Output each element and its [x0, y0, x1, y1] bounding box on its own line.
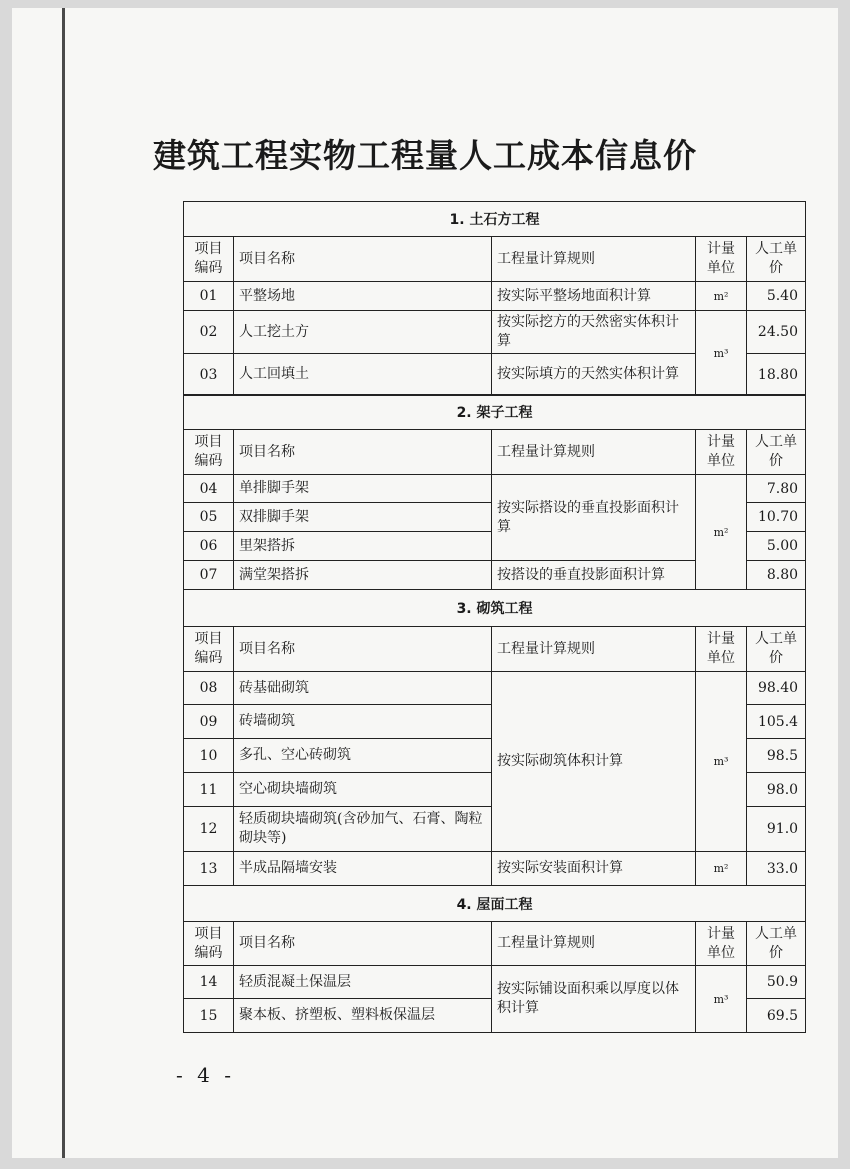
header-code: 项目编码: [184, 922, 234, 966]
header-price: 人工单价: [747, 237, 806, 282]
row-name: 轻质混凝土保温层: [234, 966, 492, 999]
row-unit: m²: [696, 852, 747, 886]
header-price: 人工单价: [747, 627, 806, 672]
row-price: 5.40: [747, 282, 806, 311]
row-rule: 按搭设的垂直投影面积计算: [492, 561, 696, 590]
section-table-roofing: [183, 885, 806, 1033]
row-name: 砖基础砌筑: [234, 672, 492, 705]
header-rule: 工程量计算规则: [492, 922, 696, 966]
row-price: 91.0: [747, 807, 806, 852]
header-rule: 工程量计算规则: [492, 430, 696, 475]
row-code: 08: [184, 672, 234, 705]
row-code: 04: [184, 475, 234, 503]
row-name: 双排脚手架: [234, 503, 492, 532]
row-code: 07: [184, 561, 234, 590]
row-name: 砖墙砌筑: [234, 705, 492, 739]
header-name: 项目名称: [234, 430, 492, 475]
row-price: 8.80: [747, 561, 806, 590]
row-code: 12: [184, 807, 234, 852]
row-code: 05: [184, 503, 234, 532]
section-table-scaffolding: [183, 394, 806, 590]
row-price: 7.80: [747, 475, 806, 503]
row-code: 03: [184, 354, 234, 396]
row-rule: 按实际铺设面积乘以厚度以体积计算: [492, 966, 696, 1033]
binding-edge: [62, 8, 65, 1158]
row-code: 02: [184, 311, 234, 354]
header-unit: 计量单位: [696, 237, 747, 282]
row-name: 人工挖土方: [234, 311, 492, 354]
header-unit: 计量单位: [696, 627, 747, 672]
row-name: 平整场地: [234, 282, 492, 311]
row-unit: m³: [696, 672, 747, 852]
row-price: 98.0: [747, 773, 806, 807]
header-price: 人工单价: [747, 922, 806, 966]
row-unit: m³: [696, 966, 747, 1033]
section-table-earthwork: [183, 201, 806, 396]
header-code: 项目编码: [184, 237, 234, 282]
row-code: 06: [184, 532, 234, 561]
row-name: 单排脚手架: [234, 475, 492, 503]
header-code: 项目编码: [184, 627, 234, 672]
header-name: 项目名称: [234, 922, 492, 966]
row-code: 01: [184, 282, 234, 311]
section-title: 2. 架子工程: [184, 395, 806, 430]
row-code: 09: [184, 705, 234, 739]
header-unit: 计量单位: [696, 922, 747, 966]
section-title: 3. 砌筑工程: [184, 590, 806, 627]
row-rule: 按实际砌筑体积计算: [492, 672, 696, 852]
row-unit: m²: [696, 282, 747, 311]
row-price: 69.5: [747, 999, 806, 1033]
page-number: - 4 -: [176, 1063, 235, 1087]
row-rule: 按实际搭设的垂直投影面积计算: [492, 475, 696, 561]
row-code: 10: [184, 739, 234, 773]
row-name: 空心砌块墙砌筑: [234, 773, 492, 807]
row-rule: 按实际安装面积计算: [492, 852, 696, 886]
row-price: 24.50: [747, 311, 806, 354]
row-name: 轻质砌块墙砌筑(含砂加气、石膏、陶粒砌块等): [234, 807, 492, 852]
section-title: 4. 屋面工程: [184, 886, 806, 922]
row-rule: 按实际挖方的天然密实体积计算: [492, 311, 696, 354]
row-rule: 按实际平整场地面积计算: [492, 282, 696, 311]
row-code: 11: [184, 773, 234, 807]
header-name: 项目名称: [234, 237, 492, 282]
header-code: 项目编码: [184, 430, 234, 475]
header-name: 项目名称: [234, 627, 492, 672]
header-rule: 工程量计算规则: [492, 237, 696, 282]
row-price: 98.5: [747, 739, 806, 773]
row-unit: m²: [696, 475, 747, 590]
section-table-masonry: [183, 589, 806, 886]
page-title: 建筑工程实物工程量人工成本信息价: [153, 136, 697, 175]
row-code: 13: [184, 852, 234, 886]
row-unit: m³: [696, 311, 747, 396]
row-code: 14: [184, 966, 234, 999]
row-price: 5.00: [747, 532, 806, 561]
header-rule: 工程量计算规则: [492, 627, 696, 672]
row-name: 人工回填土: [234, 354, 492, 396]
header-unit: 计量单位: [696, 430, 747, 475]
row-name: 满堂架搭拆: [234, 561, 492, 590]
row-price: 10.70: [747, 503, 806, 532]
section-title: 1. 土石方工程: [184, 202, 806, 237]
row-price: 98.40: [747, 672, 806, 705]
row-code: 15: [184, 999, 234, 1033]
row-name: 里架搭拆: [234, 532, 492, 561]
row-name: 多孔、空心砖砌筑: [234, 739, 492, 773]
row-name: 半成品隔墙安装: [234, 852, 492, 886]
header-price: 人工单价: [747, 430, 806, 475]
row-price: 105.4: [747, 705, 806, 739]
row-price: 50.9: [747, 966, 806, 999]
row-rule: 按实际填方的天然实体积计算: [492, 354, 696, 396]
row-price: 33.0: [747, 852, 806, 886]
row-price: 18.80: [747, 354, 806, 396]
row-name: 聚本板、挤塑板、塑料板保温层: [234, 999, 492, 1033]
